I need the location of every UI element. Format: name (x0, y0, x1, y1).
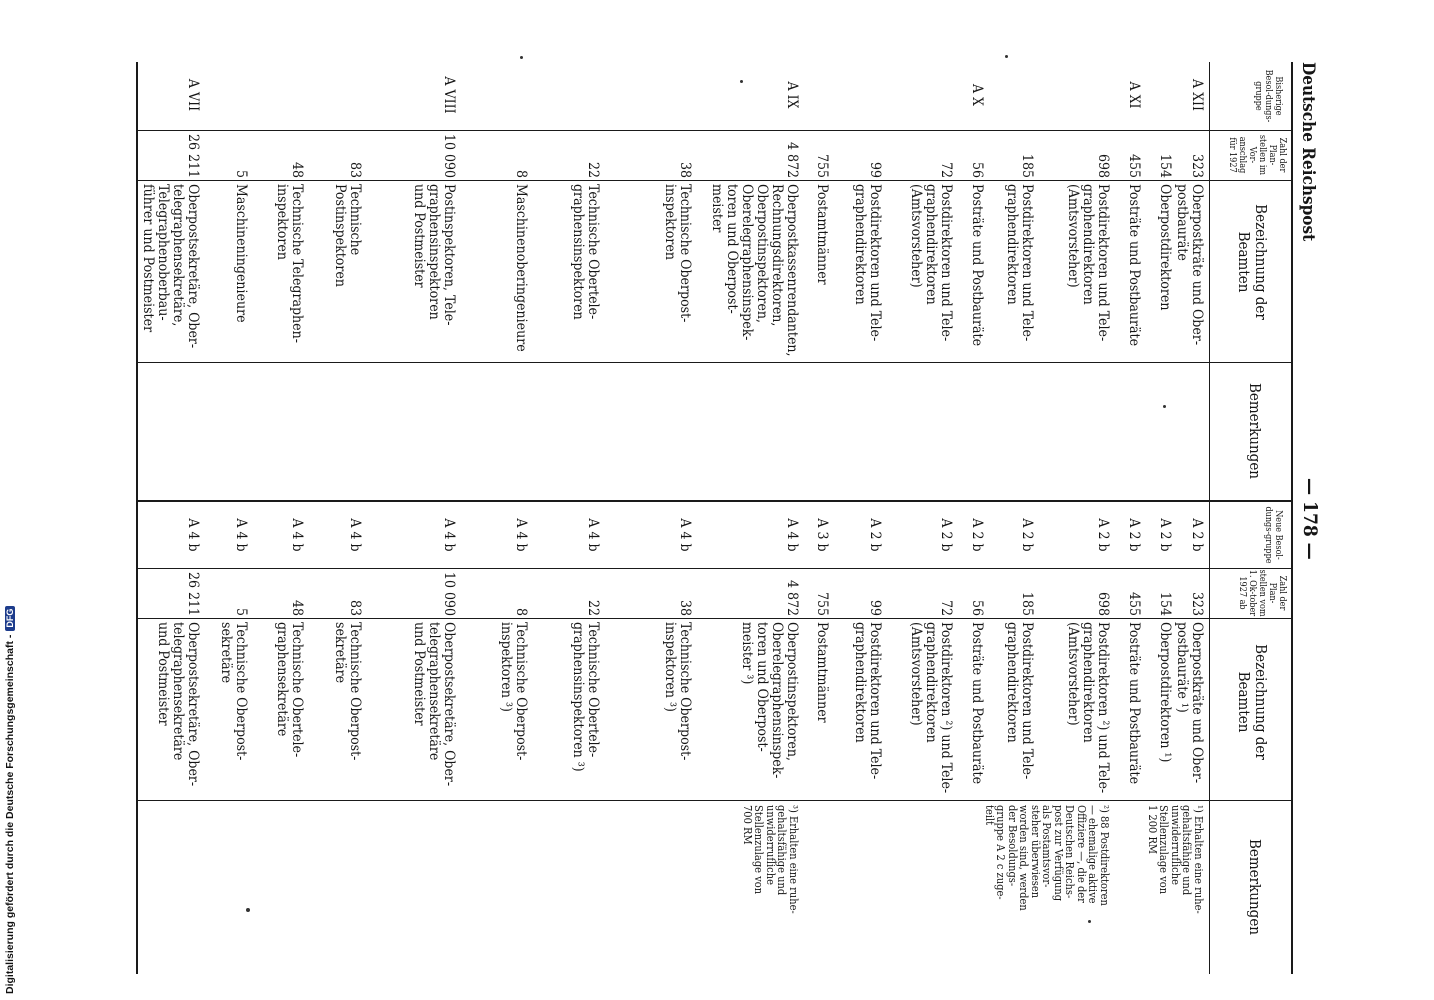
header-old-remarks: Bemerkungen (1246, 382, 1264, 479)
new-count: 5 (233, 607, 249, 616)
new-title: Technische Oberpost- sekretäre (332, 622, 363, 761)
new-group: A 2 b (1126, 518, 1142, 552)
old-count: 755 (814, 153, 830, 178)
new-group: A 4 b (289, 518, 305, 552)
old-title: Postdirektoren und Tele- graphendirektoren (1004, 184, 1035, 342)
old-title: Technische Telegraphen- inspektoren (274, 184, 305, 343)
new-title: Posträte und Postbauräte (969, 622, 985, 785)
new-group: A 2 b (1019, 518, 1035, 552)
new-count: 26 211 (185, 571, 201, 616)
col-rule-5 (136, 618, 1293, 619)
old-count: 38 (677, 161, 693, 178)
old-title: Postamtmänner (814, 184, 830, 285)
new-title: Technische Oberpost- inspektoren ³) (662, 622, 693, 761)
new-count: 698 (1095, 591, 1111, 616)
new-count: 455 (1126, 591, 1142, 616)
dfg-logo: DFG (5, 606, 15, 631)
new-group: A 4 b (233, 518, 249, 552)
old-title: Oberpostdirektoren (1157, 184, 1173, 311)
old-count: 22 (585, 161, 601, 178)
new-title: Technische Obertele- graphensekretäre (274, 622, 305, 758)
header-new-group: Neue Besol-dungs-gruppe (1263, 506, 1283, 564)
old-title: Oberpostsekretäre, Ober- telegraphensekretäre, Telegraphenoberbau- führer und Postmeister (140, 184, 201, 349)
new-count: 48 (289, 599, 305, 616)
new-count: 323 (1189, 591, 1205, 616)
old-group: A X (969, 83, 985, 107)
old-title: Maschinenoberingenieure (513, 184, 529, 352)
new-count: 72 (938, 599, 954, 616)
new-title: Postamtmänner (814, 622, 830, 723)
scan-speck (246, 908, 250, 912)
header-new-remarks: Bemerkungen (1246, 838, 1264, 935)
scan-speck (1088, 920, 1091, 923)
new-count: 154 (1157, 591, 1173, 616)
old-group: A VII (185, 78, 201, 112)
col-rule-6 (136, 800, 1293, 801)
col-rule-3 (136, 362, 1293, 363)
scan-speck (520, 56, 523, 59)
old-group: A VIII (441, 76, 457, 114)
scan-speck (1163, 405, 1166, 408)
footnote-1: ¹) Erhalten eine ruhe- gehaltsfähige und unwiderrufliche Stellenzulage von 1 200 RM (1146, 805, 1205, 914)
old-count: 83 (347, 161, 363, 178)
new-count: 38 (677, 599, 693, 616)
old-count: 10 090 (441, 133, 457, 178)
new-title: Postdirektoren und Tele- graphendirektoren (852, 622, 883, 780)
new-group: A 4 b (185, 518, 201, 552)
old-title: Postinspektoren, Tele- graphensinspektoren und Postmeister (411, 184, 457, 326)
old-group: A IX (784, 81, 800, 109)
new-title: Postdirektoren und Tele- graphendirektoren (1004, 622, 1035, 780)
new-group: A 2 b (1189, 518, 1205, 552)
new-group: A 4 b (677, 518, 693, 552)
scan-speck (740, 80, 743, 83)
old-count: 154 (1157, 153, 1173, 178)
new-count: 83 (347, 599, 363, 616)
old-title: Postdirektoren und Tele- graphendirektoren (852, 184, 883, 342)
header-bottom-rule (1209, 62, 1210, 974)
old-count: 455 (1126, 153, 1142, 178)
old-count: 185 (1019, 153, 1035, 178)
old-count: 323 (1189, 153, 1205, 178)
new-title: Oberpostsekretäre, Ober- telegraphensekretäre und Postmeister (411, 622, 457, 787)
new-group: A 2 b (1157, 518, 1173, 552)
old-title: Posträte und Postbauräte (1126, 184, 1142, 347)
new-group: A 4 b (784, 518, 800, 552)
new-count: 10 090 (441, 571, 457, 616)
old-title: Oberpostkassenrendanten, Rechnungsdirektoren, Oberpostinspektoren, Oberelegraphensinspek- toren und Oberpost- meister (709, 184, 800, 357)
new-title: Technische Oberpost- inspektoren ³) (498, 622, 529, 761)
header-new-title: Bezeichnung der Beamten (1235, 644, 1270, 760)
old-count: 698 (1095, 153, 1111, 178)
old-title: Technische Postinspektoren (332, 184, 363, 287)
scan-speck (1005, 55, 1008, 58)
new-title: Technische Obertele- graphensinspektoren ³) (570, 622, 601, 772)
new-title: Posträte und Postbauräte (1126, 622, 1142, 785)
old-count: 5 (233, 169, 249, 178)
new-count: 8 (513, 607, 529, 616)
new-title: Oberpostsekretäre, Ober- telegraphensekretäre und Postmeister (155, 622, 201, 787)
table-top-rule (1291, 62, 1293, 974)
new-group: A 2 b (1095, 518, 1111, 552)
credit-text: Digitalisierung gefördert durch die Deutsche Forschungsgemeinschaft - (4, 634, 16, 994)
new-title: Postdirektoren ²) und Tele- graphendirektoren (Amtsvorsteher) (1065, 622, 1111, 794)
header-old-count: Zahl der Plan-stellen im Vor-anschlag für 1927 (1227, 134, 1287, 176)
header-old-group: Bisherige Besol-dungs-gruppe (1253, 69, 1283, 123)
col-rule-1 (136, 130, 1293, 131)
sheet-divider-rule (136, 500, 1293, 502)
new-count: 22 (585, 599, 601, 616)
new-title: Oberpostinspektoren, Oberelegraphensinspek- toren und Oberpost- meister ³) (739, 622, 800, 779)
old-count: 8 (513, 169, 529, 178)
new-title: Oberpostkräte und Ober- postbauräte ¹) (1174, 622, 1205, 784)
old-count: 72 (938, 161, 954, 178)
old-count: 99 (867, 161, 883, 178)
header-new-count: Zahl der Plan-stellen vom 1. Ok-tober 1927 ab (1237, 569, 1287, 617)
new-count: 4 872 (784, 579, 800, 616)
new-count: 56 (969, 599, 985, 616)
old-title: Technische Obertele- graphensinspektoren (570, 184, 601, 320)
new-count: 185 (1019, 591, 1035, 616)
old-count: 26 211 (185, 133, 201, 178)
new-title: Postdirektoren ²) und Tele- graphendirektoren (Amtsvorsteher) (908, 622, 954, 794)
page-number: — 178 — (1299, 478, 1321, 560)
old-title: Technische Oberpost- inspektoren (662, 184, 693, 323)
digitization-credit (4, 606, 16, 994)
new-group: A 4 b (513, 518, 529, 552)
old-title: Maschineningenieure (233, 184, 249, 323)
old-title: Postdirektoren und Tele- graphendirektoren (Amtsvorsteher) (1065, 184, 1111, 342)
footnote-3: ³) Erhalten eine ruhe- gehaltsfähige und unwiderrufliche Stellenzulage von 700 RM (741, 805, 800, 914)
new-count: 99 (867, 599, 883, 616)
footnote-2: ²) 88 Postdirektoren — ehemalige aktive Offiziere —, die der Deutschen Reichs- post zur Verfügung als Postamtsvor- steher überwiesen worden sind, werden der Besoldungs- gruppe A 2 c zuge- teilt (983, 805, 1111, 911)
new-title: Technische Oberpost- sekretäre (218, 622, 249, 761)
old-title: Oberpostkräte und Ober- postbauräte (1174, 184, 1205, 346)
new-group: A 2 b (969, 518, 985, 552)
new-group: A 4 b (441, 518, 457, 552)
old-group: A XI (1126, 81, 1142, 109)
new-group: A 2 b (867, 518, 883, 552)
running-head-title: Deutsche Reichspost (1298, 62, 1318, 242)
old-title: Postdirektoren und Tele- graphendirektoren (Amtsvorsteher) (908, 184, 954, 342)
header-old-title: Bezeichnung der Beamten (1235, 204, 1270, 320)
new-group: A 3 b (814, 518, 830, 552)
col-rule-2 (136, 180, 1293, 181)
old-title: Posträte und Postbauräte (969, 184, 985, 347)
old-group: A XII (1189, 78, 1205, 112)
old-count: 4 872 (784, 141, 800, 178)
new-group: A 2 b (938, 518, 954, 552)
old-count: 48 (289, 161, 305, 178)
old-count: 56 (969, 161, 985, 178)
table-bottom-rule (136, 62, 138, 974)
new-title: Oberpostdirektoren ¹) (1157, 622, 1173, 763)
new-group: A 4 b (585, 518, 601, 552)
col-rule-4 (136, 568, 1293, 569)
rotated-table-page (127, 62, 1321, 974)
new-count: 755 (814, 591, 830, 616)
new-group: A 4 b (347, 518, 363, 552)
